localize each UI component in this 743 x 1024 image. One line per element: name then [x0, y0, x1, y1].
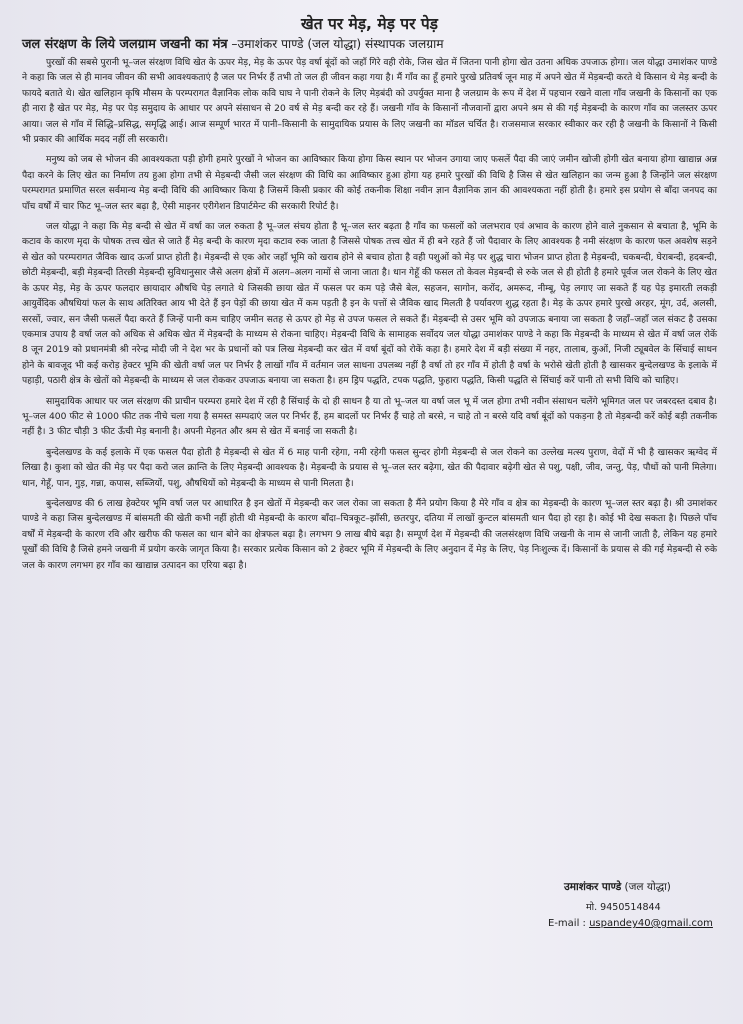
subtitle-rest: –उमाशंकर पाण्डे (जल योद्धा) संस्थापक जलग्राम — [227, 37, 444, 51]
paragraph-2: मनुष्य को जब से भोजन की आवश्यकता पड़ी होगी हमारे पुरखों ने भोजन का आविष्कार किया होगा किस स्थान पर भोजन उगाया जाए फसलें पैदा की जाएं जमीन खोजी होगी खेत बनाया होगा खाद्यान्न अन्न पैदा करने के लिए खेत का निर्माण तय हुआ होगा तभी से मेड़बन्दी जैसी जल संरक्षण की विधि का आविष्कार हुआ होगा यह हमारे पुरखों की विधि है जिस से खेत खलिहान का जन्म हुआ है जिन्होंने जल संरक्षण परम्परागत प्रमाणित सरल सर्वमान्य मेड़ बन्दी विधि की आविष्कार किया है जिसमें किसी प्रकार की कोई तकनीक शिक्षा नवीन ज्ञान वैज्ञानिक ज्ञान की आवश्यकता नहीं होती है। हमारे इस प्रयोग से बाँदा जनपद का पाँच वर्षों में चार फिट भू–जल स्तर बढ़ा है, ऐसी माइनर एरीगेशन डिपार्टमेन्ट की सरकारी रिपोर्ट है। — [22, 155, 717, 212]
subtitle-main: जल संरक्षण के लिये जलग्राम जखनी का मंत्र — [22, 37, 228, 52]
author-name-text: उमाशंकर पाण्डे — [564, 881, 622, 893]
author-mobile: मो. 9450514844 — [586, 902, 661, 913]
author-name — [564, 880, 671, 894]
paragraph-1: पुरखों की सबसे पुरानी भू–जल संरक्षण विधि खेत के ऊपर मेड़, मेड़ के ऊपर पेड़ वर्षा बूंदों को जहाँ गिरे वही रोके, जिस खेत में जितना पानी होगा खेत उतना अधिक उपजाऊ होगा। जल योद्धा उमाशंकर पाण्डे ने कहा कि जल से ही मानव जीवन की सभी आवश्यकताएं है जल पर निर्भर हैं तभी तो जल ही जीवन कहा गया है। मैं गाँव का हूँ हमारे पुरखे प्रतिवर्ष जून माह में अपने खेत में मेड़बन्दी करते थे किसान थे मेड़ बन्दी के फायदे बताते थे। खेत खलिहान कृषि मौसम के परम्परागत वैज्ञानिक लोक कवि घाघ ने पानी रोकने के लिए मेड़बंदी को उपर्युक्त माना है जलग्राम के रूप में देश में पहचान रखने वाला गाँव जखनी के किसानों का एक ही नारा है खेत पर मेड़, मेड़ पर पेड़ समुदाय के आधार पर अपने संसाधन से 20 वर्ष से मेड़ बन्दी कर रहे हैं। जखनी गाँव के किसानों नौजवानों द्वारा अपने श्रम से की गई मेड़बन्दी के कारण गाँव का जलस्तर ऊपर आया। जल से गाँव में सिद्धि–प्रसिद्ध, समृद्धि आई। आज सम्पूर्ण भारत में पानी–किसानी के सामुदायिक प्रयास के लिए जखनी का मॉडल चर्चित है। राजसमाज सरकार स्वीकार कर रही है जखनी के किसानों ने किसी भी प्रकार की आर्थिक मदद नहीं ली सरकारी। — [22, 58, 717, 146]
email-label: E-mail : — [548, 918, 590, 929]
author-role: (जल योद्धा) — [621, 881, 671, 893]
signature-block — [0, 880, 743, 940]
author-email-line — [548, 918, 713, 929]
paragraph-3: जल योद्धा ने कहा कि मेड़ बन्दी से खेत में वर्षा का जल रुकता है भू–जल संचय होता है भू–जल स्तर बढ़ता है गाँव का फसलों को जलभराव एवं अभाव के कारण होने वाले नुकसान से बचाता है, भूमि के कटाव के कारण मृदा के पोषक तत्त्व खेत से जाते हैं मेड़ बन्दी के कारण मृदा कटाव रुक जाता है जिससे पोषक तत्त्व खेत में ही बने रहते हैं जो पैदावार के लिए आवश्यक है नमी संरक्षण के कारण फल अवशेष सड़ने से खेत को परम्परागत जैविक खाद ऊर्जा प्राप्त होती है। मेड़बन्दी से एक ओर जहाँ भूमि को खराब होने से बचाव होता है वही पशुओं को मेड़ पर शुद्ध चारा भोजन प्राप्त होता है मेड़बन्दी, चकबन्दी, घेराबन्दी, हदबन्दी, छोटी मेड़बन्दी, बड़ी मेड़बन्दी तिरछी मेड़बन्दी सुविधानुसार जैसे अलग क्षेत्रों में अलग–अलग नामों से जाना जाता है। धान गेहूँ की फसल तो केवल मेड़बन्दी से रुके जल से ही होती है हमारे पूर्वज जल रोकने के लिए खेत के ऊपर मेड़, मेड़ के ऊपर फलदार छायादार औषधि पेड़ लगाते थे जिसकी छाया खेत में फसल पर कम पड़े जैसे बेल, सहजन, सागोन, करोंद, अमरूद, नीम्बू, पेड़ लगाए जा सकते हैं यह पेड़ इमारती लकड़ी आयुर्वेदिक औषधियां फल के साथ अतिरिक्त आय भी देते हैं इन पेड़ों की छाया खेत में कम पड़ती है इन के पत्तों से जैविक खाद मिलती है पर्यावरण शुद्ध रहता है। मेड़ के ऊपर हमारे पुरखे अरहर, मूंग, उर्द, अलसी, सरसों, ज्वार, सन जैसी फसलें पैदा करते हैं जिन्हें पानी कम चाहिए जमीन सतह से ऊपर हो मेड़ से उपज फसल ले सकते हैं। मेड़बन्दी से उसर भूमि को उपजाऊ बनाया जा सकता है जहाँ–जहाँ जल संकट है उसका एकमात्र उपाय है वर्षा जल को अधिक से अधिक खेत में मेड़बन्दी के माध्यम से रोकना चाहिए। मेड़बन्दी विधि के सामाहक सर्वोदय जल योद्धा उमाशंकर पाण्डे ने कहा कि मेड़बन्दी के माध्यम से खेत में वर्षा जल रोकें 8 जून 2019 को प्रधानमंत्री श्री नरेन्द्र मोदी जी ने देश भर के प्रधानों को पत्र लिख मेड़बन्दी कर खेत में वर्षा बूंदों को रोकें कहा है। हमारे देश में बड़ी संख्या में नहर, तालाब, कुओं, निजी ट्यूबवेल के सिंचाई साधन होने के बावजूद भी कई करोड़ हेक्टर भूमि की खेती वर्षा जल पर निर्भर है लाखों गाँव में वर्तमान जल साधना उपलब्ध नहीं है वर्षा तो हर गाँव में होती है वर्षा के भरोसे खेती होती है खासकर बुन्देलखण्ड के इलाके में पहाड़ी, पठारी क्षेत्र के खेतों को मेड़बन्दी के माध्यम से जल रोककर उपजाऊ बनाया जा सकता है। हम ड्रिप पद्धति, टपक पद्धति, फुहारा पद्धति, किसी पद्धति से सिंचाई करें पानी तो सभी विधि को चाहिए। — [22, 222, 717, 387]
page-subtitle — [22, 37, 717, 52]
email-link[interactable]: uspandey40@gmail.com — [589, 918, 713, 929]
page-title: खेत पर मेड़, मेड़ पर पेड़ — [301, 15, 438, 33]
paragraph-6: बुन्देलखण्ड की 6 लाख हेक्टेयर भूमि वर्षा जल पर आधारित है इन खेतों में मेड़बन्दी कर जल रोका जा सकता है मैंने प्रयोग किया है मेरे गाँव व क्षेत्र का मेड़बन्दी के कारण भू–जल स्तर बढ़ा है। श्री उमाशंकर पाण्डे ने कहा जिस बुन्देलखण्ड में बांसमती की खेती कभी नहीं होती थी मेड़बन्दी के कारण बाँदा–चित्रकूट–झाँसी, छतरपुर, दतिया में लाखों कुन्टल बांसमती धान पैदा हो रहा है। कोई भी देख सकता है। पिछले पाँच वर्षों में मेड़बन्दी के कारण रवि और खरीफ की फसल का धान बोने का क्षेत्रफल बढ़ा है। लगभग 9 लाख बीघे बढ़ा है। सम्पूर्ण देश में मेड़बन्दी की जलसंरक्षण विधि जखनी के नाम से जानी जाती है, लेकिन यह हमारे पूर्खों की विधि है जिसे हमने जखनी में प्रयोग करके जागृत किया है। सरकार प्रत्येक किसान को 2 हेक्टर भूमि में मेड़बन्दी के लिए अनुदान दें मेड़ के लिए, पेड़ निःशुल्क दें। किसानों के प्रयास से की गई मेड़बन्दी से रुके जल के कारण लगभग हर गाँव का खाद्यान्न उत्पादन का एरिया बढ़ा है। — [22, 498, 717, 571]
paragraph-5: बुन्देलखण्ड के कई इलाके में एक फसल पैदा होती है मेड़बन्दी से खेत में 6 माह पानी रहेगा, नमी रहेगी फसल सुन्दर होगी मेड़बन्दी से जल रोकने का उल्लेख मत्स्य पुराण, वेदों में भी है खासकर ऋग्वेद में लिखा है। कुशा को खेत की मेड़ पर पैदा करो जल क्रान्ति के लिए मेड़बन्दी आवश्यक है। मेड़बन्दी के प्रयास से भू–जल स्तर बढ़ेगा, खेत की पैदावार बढ़ेगी खेत से पशु, पक्षी, जीव, जन्तु, पेड़, पौधों को पानी मिलेगा। धान, गेहूँ, पान, गुड़, गन्ना, कपास, सब्जियों, पशु, औषधियों को मेड़बन्दी के माध्यम से पानी मिलता है। — [22, 447, 717, 489]
paragraph-4: सामुदायिक आधार पर जल संरक्षण की प्राचीन परम्परा हमारे देश में रही है सिंचाई के दो ही साधन है या तो भू–जल या वर्षा जल भू में जल होगा तभी नवीन संसाधन चलेंगे भूमिगत जल पर जबरदस्त दबाव है। भू–जल 400 फीट से 1000 फीट तक नीचे चला गया है समस्त सम्पदाएं जल पर निर्भर हैं, हम बादलों पर निर्भर हैं चाहे तो बरसे, न चाहे तो न बरसे यदि वर्षा बूंदों को पकड़ना है तो मेड़बन्दी करें कोई बड़ी तकनीक नहीं है। 3 फीट चौड़ी 3 फीट ऊँची मेड़ बनानी है। अपनी मेहनत और श्रम से खेत में बनाई जा सकती है। — [22, 396, 717, 438]
